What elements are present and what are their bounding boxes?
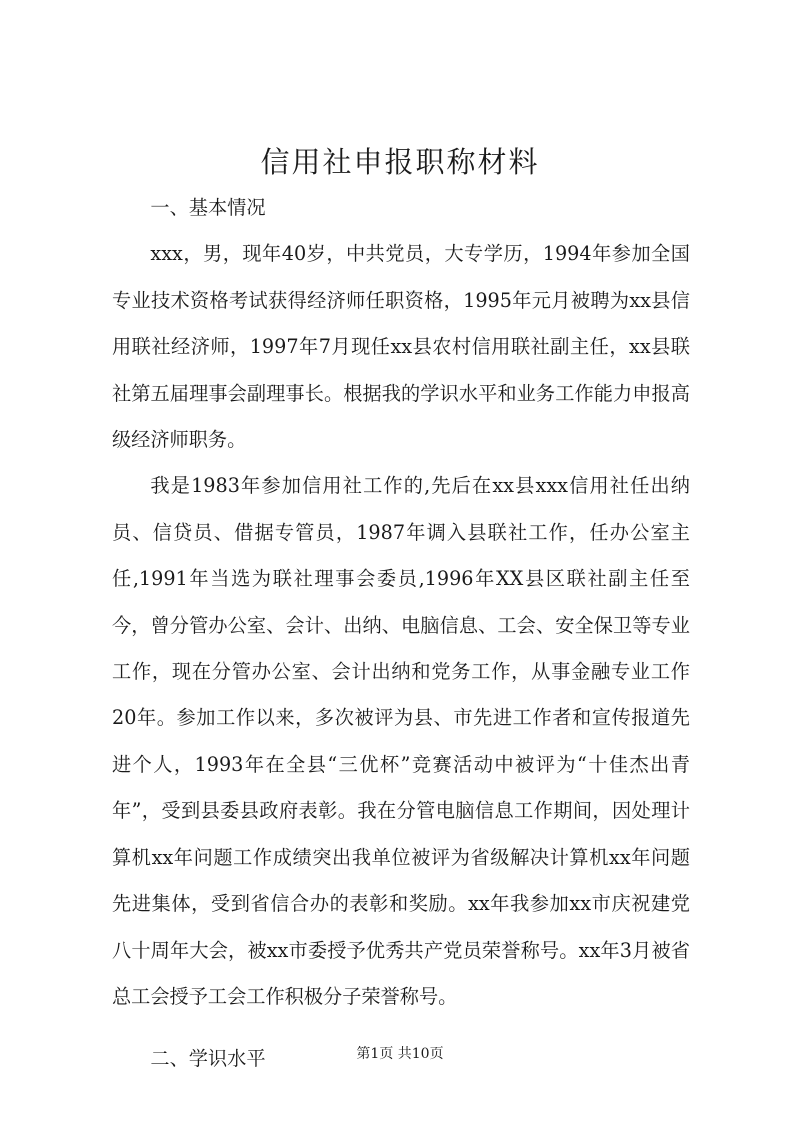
page-footer: 第1页 共10页 [356, 1046, 444, 1062]
paragraph-personal-summary: xxx，男，现年40岁，中共党员，大专学历，1994年参加全国专业技术资格考试获得经济师任职资格，1995年元月被聘为xx县信用联社经济师，1997年7月现任xx县农村信用联社副主任，xx县联社第五届理事会副理事长。根据我的学识水平和业务工作能力申报高级经济师职务。 [112, 242, 690, 452]
document-title: 信用社申报职称材料 [260, 145, 540, 179]
section-heading-basic-info: 一、基本情况 [150, 196, 266, 219]
paragraph-work-history: 我是1983年参加信用社工作的,先后在xx县xxx信用社任出纳员、信贷员、借据专管员，1987年调入县联社工作，任办公室主任,1991年当选为联社理事会委员,1996年XX县区联社副主任至今，曾分管办公室、会计、出纳、电脑信息、工会、安全保卫等专业工作，现在分管办公室、会计出纳和党务工作，从事金融专业工作20年。参加工作以来，多次被评为县、市先进工作者和宣传报道先进个人，1993年在全县“三优杯”竞赛活动中被评为“十佳杰出青年”，受到县委县政府表彰。我在分管电脑信息工作期间，因处理计算机xx年问题工作成绩突出我单位被评为省级解决计算机xx年问题先进集体，受到省信合办的表彰和奖励。xx年我参加xx市庆祝建党八十周年大会，被xx市委授予优秀共产党员荣誉称号。xx年3月被省总工会授予工会工作积极分子荣誉称号。 [112, 474, 690, 1008]
document-body [112, 185, 690, 1083]
section-heading-academic-level: 二、学识水平 [150, 1047, 266, 1071]
